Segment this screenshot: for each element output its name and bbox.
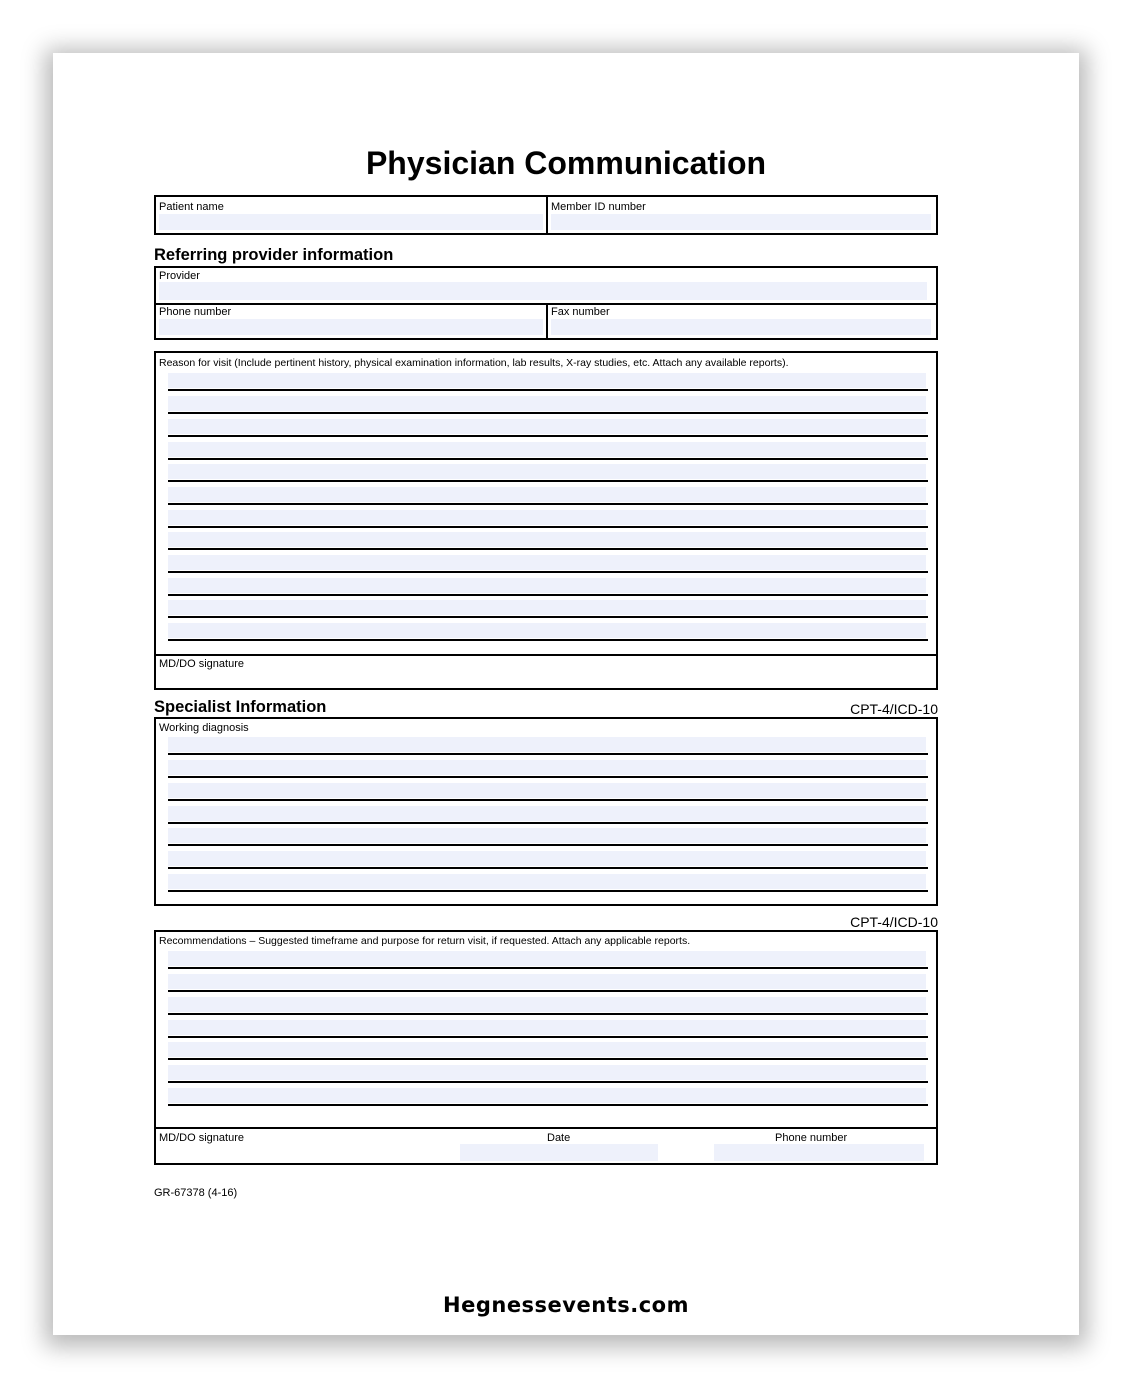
reason-lines[interactable] [156, 353, 936, 653]
fax-field[interactable] [551, 319, 931, 335]
provider-label: Provider [159, 270, 200, 282]
reason-section [154, 351, 938, 690]
page-title: Physician Communication [365, 145, 767, 181]
fax-label: Fax number [551, 306, 610, 318]
referring-section [154, 266, 938, 340]
recommendations-phone-field[interactable] [714, 1144, 924, 1161]
patient-name-field[interactable] [159, 214, 543, 230]
patient-name-label: Patient name [159, 201, 224, 213]
recommendations-signature-divider [156, 1127, 936, 1129]
recommendations-date-field[interactable] [460, 1144, 658, 1161]
patient-divider [546, 197, 548, 233]
document-page [53, 53, 1079, 1335]
phone-label: Phone number [159, 306, 232, 318]
member-id-label: Member ID number [551, 201, 646, 213]
reason-signature-label: MD/DO signature [159, 658, 244, 670]
provider-field[interactable] [159, 282, 927, 300]
reason-signature-divider [156, 654, 936, 656]
recommendations-date-label: Date [547, 1132, 571, 1144]
phone-fax-divider [546, 303, 548, 338]
recommendations-signature-label: MD/DO signature [159, 1132, 244, 1144]
patient-section [154, 195, 938, 235]
working-diagnosis-label: Working diagnosis [159, 722, 249, 734]
working-diagnosis-lines[interactable] [156, 719, 936, 904]
specialist-heading: Specialist Information [154, 698, 327, 716]
phone-field[interactable] [159, 319, 543, 335]
specialist-section [154, 717, 938, 906]
watermark-text: Hegnessevents.com [443, 1293, 689, 1317]
reason-label: Reason for visit (Include pertinent history, physical examination information, lab results, X-ray studies, etc. Attach any available reports). [159, 357, 789, 369]
specialist-code-label: CPT-4/ICD-10 [850, 701, 938, 717]
recommendations-lines[interactable] [156, 932, 936, 1127]
recommendations-phone-label: Phone number [775, 1132, 848, 1144]
form-number: GR-67378 (4-16) [154, 1187, 238, 1199]
referring-heading: Referring provider information [154, 246, 394, 264]
member-id-field[interactable] [551, 214, 931, 230]
recommendations-code-label: CPT-4/ICD-10 [850, 914, 938, 930]
recommendations-section [154, 930, 938, 1165]
recommendations-label: Recommendations – Suggested timeframe and purpose for return visit, if requested. Attach any applicable reports. [159, 935, 691, 947]
